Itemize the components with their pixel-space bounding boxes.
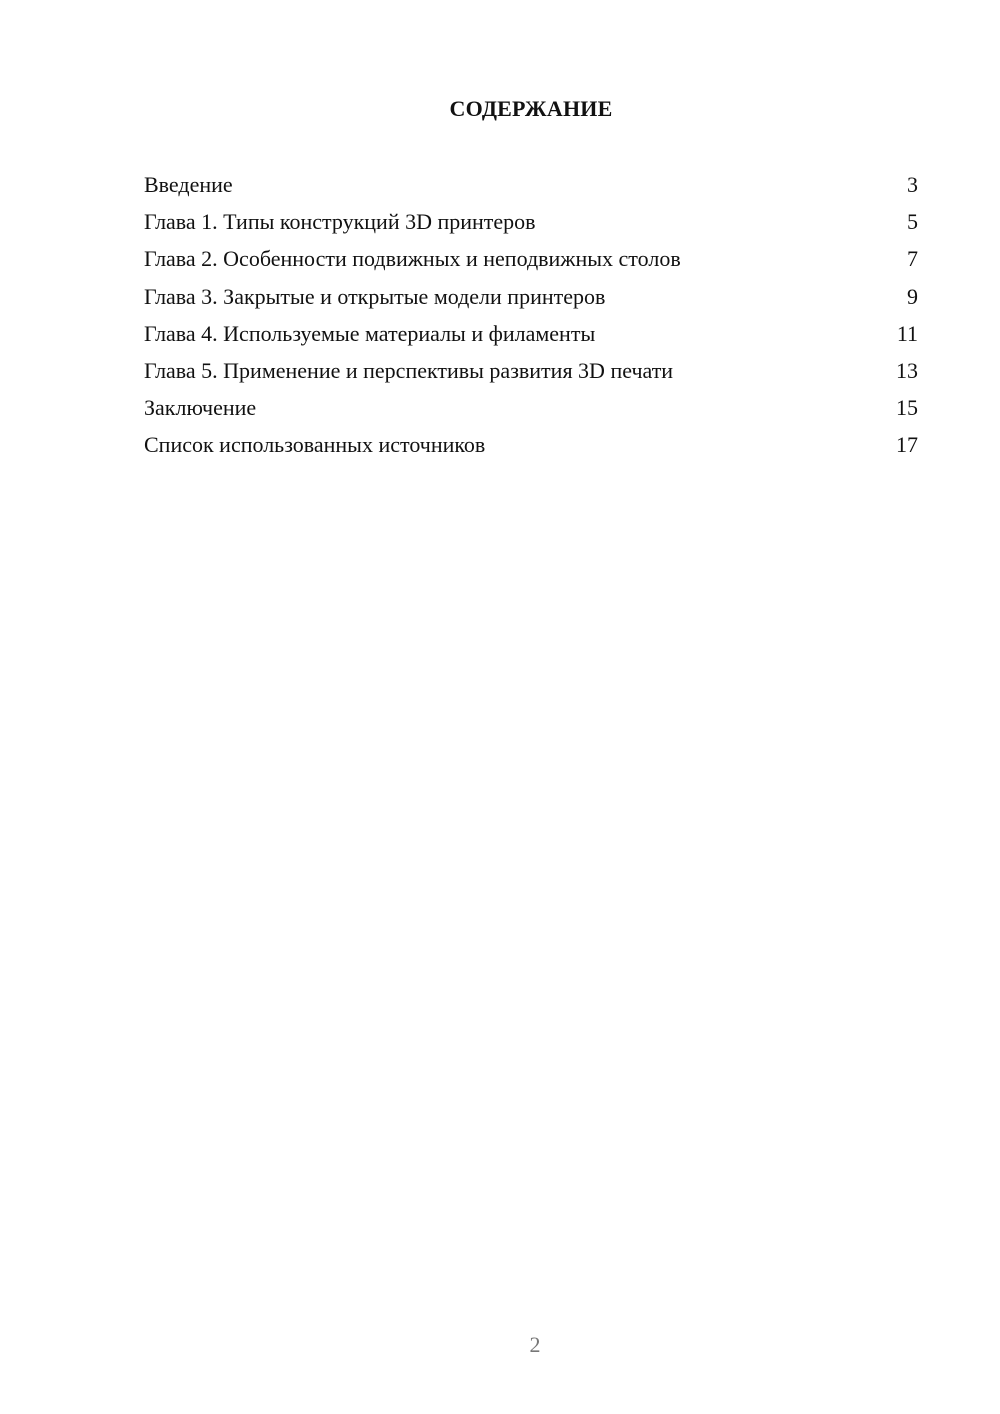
toc-entry-page-number: 7 — [907, 246, 918, 272]
toc-entry-introduction — [144, 166, 918, 203]
toc-entry-page-number: 15 — [896, 395, 918, 421]
toc-entry-title: Список использованных источников — [144, 432, 486, 458]
toc-entry-page-number: 13 — [896, 357, 918, 383]
toc-entry-title: Введение — [144, 172, 233, 197]
toc-entry-page-number: 17 — [896, 432, 918, 458]
page-number: 2 — [529, 1332, 541, 1357]
toc-entry-title: Глава 5. Применение и перспективы развития 3D печати — [144, 357, 674, 383]
toc-entry-title: Глава 4. Используемые материалы и филаменты — [144, 320, 596, 346]
toc-entry-conclusion — [144, 389, 918, 426]
toc-entry-page-number: 5 — [907, 209, 918, 235]
toc-entry-references — [144, 426, 918, 463]
toc-entry-page-number: 11 — [896, 320, 918, 346]
toc-entry-chapter-3 — [144, 278, 918, 315]
toc-entry-chapter-2 — [144, 240, 918, 277]
toc-entry-chapter-1 — [144, 203, 918, 240]
toc-entry-title: Заключение — [144, 395, 257, 421]
toc-entry-title: Глава 3. Закрытые и открытые модели принтеров — [144, 283, 606, 309]
toc-entry-page-number: 9 — [907, 283, 918, 309]
toc-entry-chapter-4 — [144, 315, 918, 352]
page-title: СОДЕРЖАНИЕ — [449, 96, 613, 121]
table-of-contents — [144, 166, 918, 464]
toc-entry-chapter-5 — [144, 352, 918, 389]
toc-entry-title: Глава 1. Типы конструкций 3D принтеров — [144, 209, 536, 235]
toc-entry-page-number: 3 — [907, 172, 918, 197]
toc-entry-title: Глава 2. Особенности подвижных и неподвижных столов — [144, 246, 681, 272]
